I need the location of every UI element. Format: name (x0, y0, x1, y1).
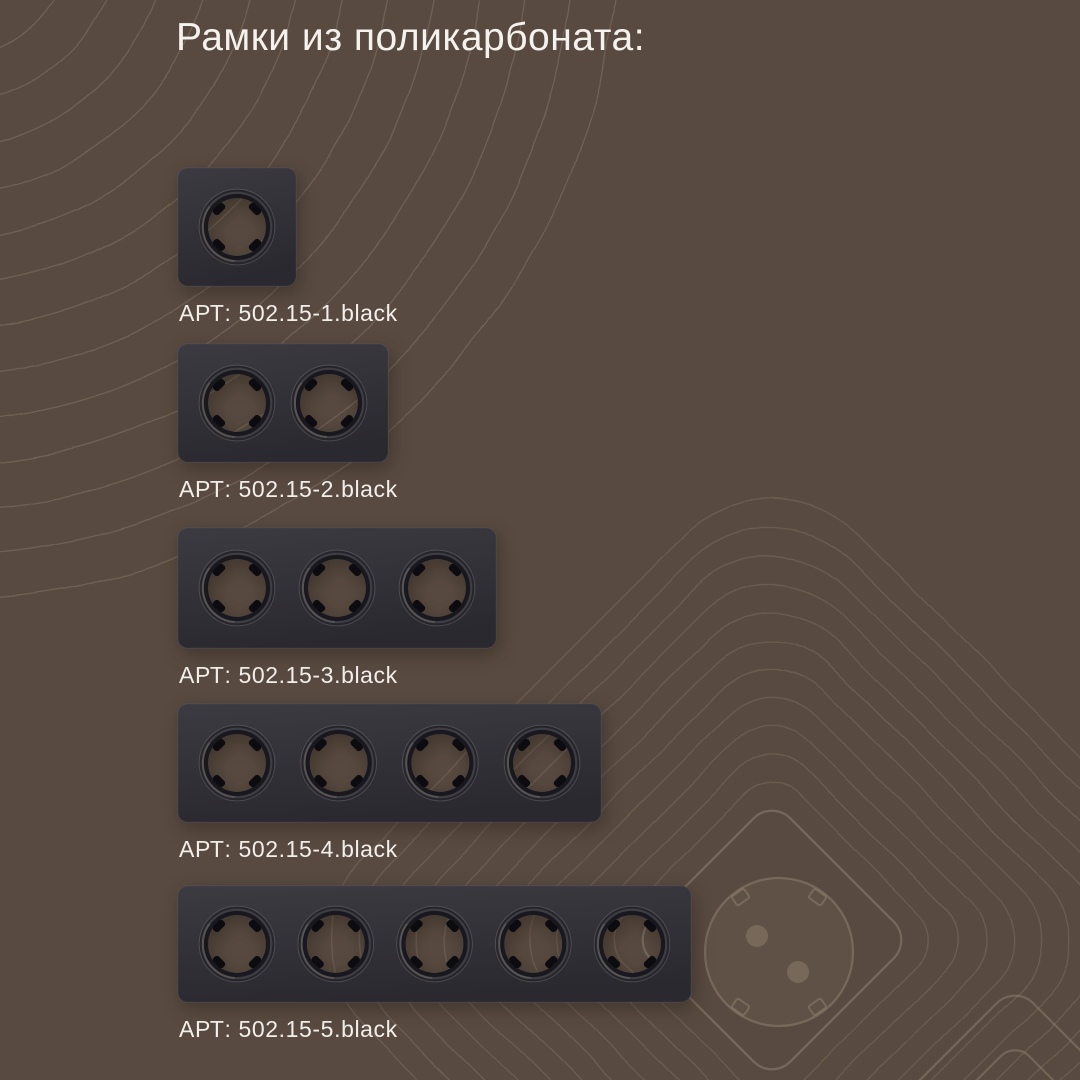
article-code: АРТ: 502.15-5.black (179, 1016, 398, 1042)
frame-image-3-gang (177, 527, 497, 649)
product-frame-1-gang (177, 167, 398, 327)
product-frame-2-gang (177, 343, 398, 503)
product-frame-5-gang (177, 885, 692, 1043)
article-code: АРТ: 502.15-3.black (179, 662, 398, 688)
product-frame-3-gang (177, 527, 497, 689)
page-title: Рамки из поликарбоната: (176, 16, 646, 59)
article-code: АРТ: 502.15-1.black (179, 300, 398, 326)
article-code: АРТ: 502.15-2.black (179, 476, 398, 502)
product-frame-4-gang (177, 703, 602, 863)
watermark-pin-hole (787, 961, 809, 983)
frame-image-4-gang (177, 703, 602, 823)
frame-image-2-gang (177, 343, 389, 463)
article-code: АРТ: 502.15-4.black (179, 836, 398, 862)
watermark-socket-circle (705, 878, 853, 1026)
watermark-pin-hole (746, 925, 768, 947)
frame-image-5-gang (177, 885, 692, 1003)
frame-image-1-gang (177, 167, 297, 287)
